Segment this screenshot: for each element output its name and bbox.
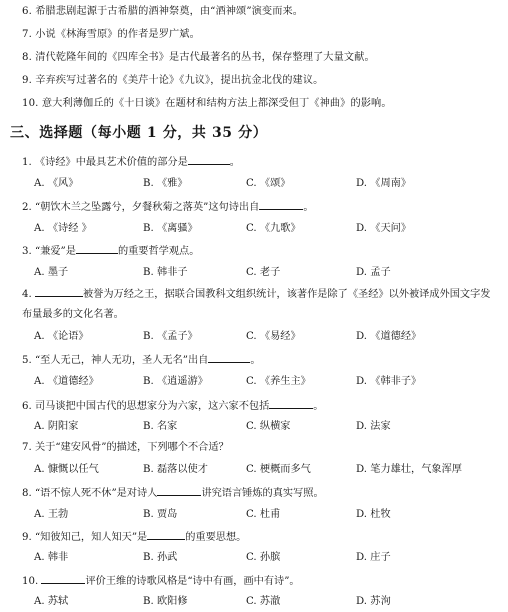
question-6-option-b: B. 名家 [143, 421, 178, 432]
question-5-text-after: 。 [250, 355, 261, 366]
question-6-text-after: 。 [313, 401, 324, 412]
question-1-option-d: D. 《周南》 [356, 178, 412, 189]
answer-blank [188, 154, 230, 165]
question-2-text-before: 2. “朝饮木兰之坠露兮，夕餐秋菊之落英”这句诗出自 [22, 202, 260, 213]
answer-blank [41, 573, 85, 584]
question-3-text-after: 的重要哲学观点。 [117, 246, 200, 257]
question-9-option-d: D. 庄子 [356, 552, 391, 563]
question-4-option-a: A. 《论语》 [34, 331, 89, 342]
question-1-option-a: A. 《风》 [34, 178, 79, 189]
question-10-stem [22, 573, 300, 589]
question-5-option-a: A. 《道德经》 [34, 376, 99, 387]
question-1-option-c: C. 《颂》 [246, 178, 291, 189]
tf-item-9: 9. 辛弃疾写过著名的《美芹十论》《九议》，提出抗金北伐的建议。 [22, 75, 324, 86]
question-1-stem [22, 154, 240, 170]
question-3-option-c: C. 老子 [246, 267, 281, 278]
question-9-text-before: 9. “知彼知己，知人知天”是 [22, 532, 148, 543]
answer-blank [76, 243, 118, 254]
question-4-option-d: D. 《道德经》 [356, 331, 422, 342]
question-7-option-b: B. 磊落以使才 [143, 464, 208, 475]
question-10-text-before: 10. [22, 576, 39, 587]
question-6-text-before: 6. 司马谈把中国古代的思想家分为六家，这六家不包括 [22, 401, 270, 412]
question-3-option-a: A. 墨子 [34, 267, 69, 278]
tf-item-7: 7. 小说《林海雪原》的作者是罗广斌。 [22, 29, 200, 40]
question-5-stem [22, 352, 261, 368]
question-8-option-b: B. 贾岛 [143, 509, 178, 520]
question-5-option-b: B. 《逍遥游》 [143, 376, 208, 387]
question-8-option-c: C. 杜甫 [246, 509, 281, 520]
answer-blank [259, 199, 303, 210]
question-10-option-a: A. 苏轼 [34, 596, 69, 607]
question-4-stem [22, 285, 492, 325]
answer-blank [35, 286, 83, 297]
tf-item-6: 6. 希腊悲剧起源于古希腊的酒神祭奠，由“酒神颂”演变而来。 [22, 6, 304, 17]
question-7-stem [22, 441, 229, 455]
answer-blank [157, 485, 201, 496]
question-7-option-d: D. 笔力雄壮，气象浑厚 [356, 464, 462, 475]
question-7-option-a: A. 慷慨以任气 [34, 464, 99, 475]
tf-item-10: 10. 意大利薄伽丘的《十日谈》在题材和结构方法上都深受但丁《神曲》的影响。 [22, 98, 392, 109]
question-9-option-b: B. 孙武 [143, 552, 178, 563]
question-8-option-a: A. 王勃 [34, 509, 69, 520]
question-2-option-a: A. 《诗经 》 [34, 223, 92, 234]
question-9-text-after: 的重要思想。 [185, 532, 247, 543]
question-1-text-before: 1. 《诗经》中最具艺术价值的部分是 [22, 157, 188, 168]
question-4-text-before: 4. [22, 289, 32, 300]
question-10-option-b: B. 欧阳修 [143, 596, 188, 607]
question-9-option-c: C. 孙膑 [246, 552, 281, 563]
question-2-option-b: B. 《离骚》 [143, 223, 198, 234]
question-3-text-before: 3. “兼爱”是 [22, 246, 76, 257]
question-2-text-after: 。 [303, 202, 314, 213]
question-3-option-d: D. 孟子 [356, 267, 391, 278]
question-10-option-d: D. 苏洵 [356, 596, 391, 607]
question-3-stem [22, 243, 199, 259]
question-8-stem [22, 485, 324, 501]
question-2-option-c: C. 《九歌》 [246, 223, 301, 234]
question-4-option-b: B. 《孟子》 [143, 331, 198, 342]
question-6-stem [22, 398, 323, 414]
tf-item-8: 8. 清代乾隆年间的《四库全书》是古代最著名的丛书，保存整理了大量文献。 [22, 52, 375, 63]
answer-blank [269, 398, 313, 409]
question-8-text-after: 讲究语言锤炼的真实写照。 [201, 488, 324, 499]
question-6-option-a: A. 阴阳家 [34, 421, 79, 432]
question-1-option-b: B. 《雅》 [143, 178, 188, 189]
question-10-option-c: C. 苏澈 [246, 596, 281, 607]
answer-blank [208, 352, 250, 363]
question-2-option-d: D. 《天问》 [356, 223, 412, 234]
question-2-stem [22, 199, 314, 215]
question-8-text-before: 8. “语不惊人死不休”是对诗人 [22, 488, 158, 499]
question-4-option-c: C. 《易经》 [246, 331, 301, 342]
question-9-stem [22, 529, 246, 545]
question-6-option-c: C. 纵横家 [246, 421, 291, 432]
question-7-option-c: C. 梗概而多气 [246, 464, 311, 475]
question-4-text-after: 被誉为万经之王，据联合国教科文组织统计，该著作是除了《圣经》以外被译成外国文字发布量最多的文化名著。 [22, 289, 491, 320]
question-9-option-a: A. 韩非 [34, 552, 69, 563]
question-5-option-d: D. 《韩非子》 [356, 376, 422, 387]
question-5-option-c: C. 《养生主》 [246, 376, 311, 387]
question-8-option-d: D. 杜牧 [356, 509, 391, 520]
section-title: 三、选择题（每小题 1 分，共 35 分） [10, 125, 268, 141]
question-1-text-after: 。 [229, 157, 240, 168]
question-6-option-d: D. 法家 [356, 421, 391, 432]
question-7-text: 7. 关于“建安风骨”的描述，下列哪个不合适？ [22, 442, 229, 453]
question-3-option-b: B. 韩非子 [143, 267, 188, 278]
question-10-text-after: 评价王维的诗歌风格是“诗中有画，画中有诗”。 [85, 576, 300, 587]
answer-blank [147, 529, 185, 540]
question-5-text-before: 5. “至人无己，神人无功，圣人无名”出自 [22, 355, 209, 366]
